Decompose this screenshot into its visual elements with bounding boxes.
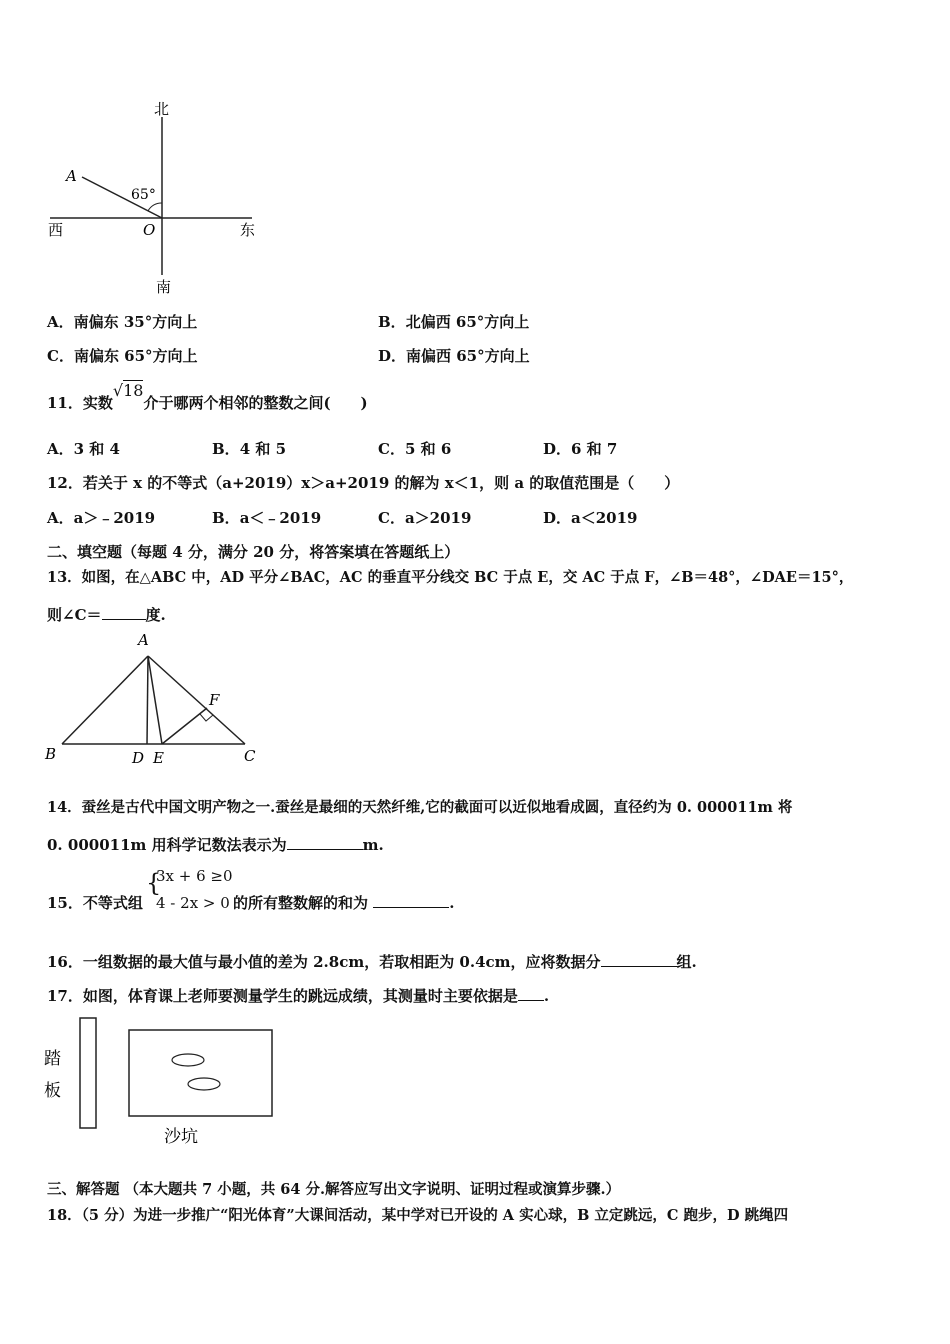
q17-question: 17．如图，体育课上老师要测量学生的跳远成绩，其测量时主要依据是 .	[47, 987, 550, 1005]
q12-question: 12．若关于 x 的不等式（a+2019）x＞a+2019 的解为 x＜1，则 a 的取值范围是（ ）	[47, 474, 680, 492]
footprint-2	[188, 1078, 220, 1090]
right-angle-mark	[200, 714, 213, 721]
point-a-label: A	[66, 167, 77, 185]
q15-number: 15．不等式组	[47, 894, 143, 912]
section2-heading: 二、填空题（每题 4 分，满分 20 分，将答案填在答题纸上）	[47, 543, 460, 561]
section3-heading: 三、解答题 （本大题共 7 小题，共 64 分.解答应写出文字说明、证明过程或演算步骤.）	[47, 1181, 621, 1198]
side-ac	[148, 656, 245, 744]
takeoff-board	[80, 1018, 96, 1128]
q15-answer-blank[interactable]	[373, 893, 449, 908]
point-d-label: D	[132, 749, 145, 767]
q10-option-a: A．南偏东 35°方向上	[47, 313, 198, 331]
vertex-b-label: B	[45, 745, 57, 763]
compass-figure	[40, 95, 280, 300]
q10-option-b: B．北偏西 65°方向上	[378, 313, 530, 331]
point-o-label: O	[143, 221, 156, 239]
sqrt-expression: √18	[112, 381, 144, 400]
triangle-figure	[40, 628, 265, 768]
q12-option-d: D．a＜2019	[543, 509, 638, 527]
q11-option-b: B．4 和 5	[212, 440, 287, 458]
point-f-label: F	[209, 691, 220, 709]
segment-ae	[148, 656, 162, 744]
east-label: 东	[240, 221, 256, 239]
q15-tail: 的所有整数解的和为 .	[233, 894, 455, 912]
q13-line2: 则∠C＝ 度.	[47, 606, 166, 624]
q16-answer-blank[interactable]	[601, 952, 677, 967]
q11-option-a: A．3 和 4	[47, 440, 120, 458]
q15-inequality-1: 3x + 6 ≥0	[156, 867, 233, 885]
vertex-c-label: C	[244, 747, 256, 765]
q16-question: 16．一组数据的最大值与最小值的差为 2.8cm，若取相距为 0.4cm，应将数据分 组.	[47, 953, 697, 971]
sand-pit	[129, 1030, 272, 1116]
point-e-label: E	[153, 749, 164, 767]
q15-inequality-2: 4 - 2x > 0	[156, 894, 230, 912]
q14-line1: 14．蚕丝是古代中国文明产物之一.蚕丝是最细的天然纤维,它的截面可以近似地看成圆，直径约为 0. 000011m 将	[47, 799, 793, 816]
segment-ef	[162, 708, 207, 744]
segment-ad	[147, 656, 148, 744]
q17-answer-blank[interactable]	[518, 986, 544, 1001]
footprint-1	[172, 1054, 204, 1066]
q18-question: 18．（5 分）为进一步推广“阳光体育”大课间活动，某中学对已开设的 A 实心球，B 立定跳远，C 跑步，D 跳绳四	[47, 1207, 789, 1224]
vertex-a-label: A	[138, 631, 149, 649]
q14-line2: 0. 000011m 用科学记数法表示为 m.	[47, 836, 384, 854]
sand-pit-label: 沙坑	[164, 1127, 198, 1147]
angle-label: 65°	[131, 187, 156, 203]
west-label: 西	[48, 221, 64, 239]
board-label-2: 板	[44, 1081, 61, 1101]
q11-question: 11．实数√18介于哪两个相邻的整数之间( )	[47, 381, 368, 412]
q12-option-c: C．a＞2019	[378, 509, 472, 527]
long-jump-figure	[40, 1012, 285, 1152]
brace-symbol: {	[146, 869, 162, 897]
q10-option-d: D．南偏西 65°方向上	[378, 347, 530, 365]
q13-line1: 13．如图，在△ABC 中，AD 平分∠BAC，AC 的垂直平分线交 BC 于点 E，交 AC 于点 F，∠B＝48°，∠DAE＝15°，	[47, 569, 854, 586]
q14-answer-blank[interactable]	[287, 835, 363, 850]
board-label-1: 踏	[44, 1049, 61, 1069]
north-label: 北	[154, 100, 170, 118]
q12-option-a: A．a＞﹣2019	[47, 509, 156, 527]
q11-option-c: C．5 和 6	[378, 440, 452, 458]
q13-answer-blank[interactable]	[102, 605, 146, 620]
q11-option-d: D．6 和 7	[543, 440, 618, 458]
angle-arc	[148, 203, 162, 211]
q12-option-b: B．a＜﹣2019	[212, 509, 322, 527]
q10-option-c: C．南偏东 65°方向上	[47, 347, 198, 365]
south-label: 南	[156, 278, 172, 296]
side-ab	[62, 656, 148, 744]
